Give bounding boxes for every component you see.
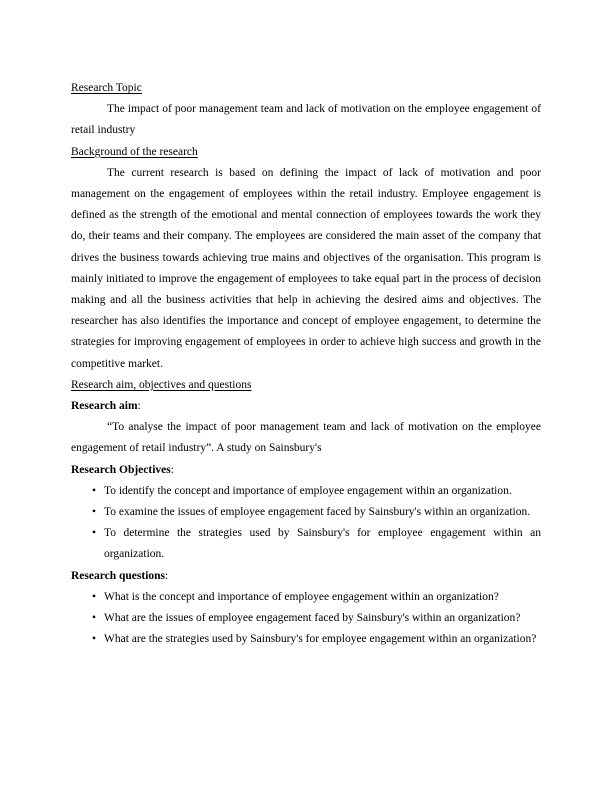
subheading-research-aim [71, 396, 541, 417]
bullet-icon: • [92, 506, 97, 519]
bullet-icon: • [92, 590, 97, 603]
list-item-text: What is the concept and importance of employee engagement within an organization? [104, 590, 499, 603]
list-item-text: To examine the issues of employee engagement faced by Sainsbury's within an organization. [104, 506, 531, 519]
subheading-research-questions [71, 566, 541, 587]
bullet-icon: • [92, 527, 97, 540]
list-item-text: To determine the strategies used by Sainsbury's for employee engagement within an organization. [104, 527, 541, 561]
bullet-icon: • [92, 612, 97, 625]
subheading-research-objectives [71, 460, 541, 481]
list-item [71, 587, 541, 608]
list-item [71, 481, 541, 502]
list-research-questions [71, 587, 541, 651]
list-item [71, 608, 541, 629]
list-item [71, 502, 541, 523]
list-item [71, 629, 541, 650]
document-body [71, 78, 541, 650]
section-heading-research-topic: Research Topic [71, 82, 142, 94]
list-item [71, 523, 541, 565]
paragraph-research-aim: “To analyse the impact of poor management team and lack of motivation on the employee engagement of retail industry”. A study on Sainsbury's [71, 421, 541, 455]
bullet-icon: • [92, 484, 97, 497]
paragraph-research-topic: The impact of poor management team and lack of motivation on the employee engagement of retail industry [71, 103, 541, 137]
subheading-research-objectives-colon: : [170, 463, 174, 476]
subheading-research-objectives-label: Research Objectives [71, 463, 171, 476]
subheading-research-questions-label: Research questions [71, 569, 166, 582]
section-heading-aims-objectives-questions: Research aim, objectives and questions [71, 378, 252, 391]
list-item-text: To identify the concept and importance of employee engagement within an organization. [104, 484, 512, 497]
list-item-text: What are the strategies used by Sainsbury's for employee engagement within an organization? [104, 633, 537, 646]
subheading-research-aim-label: Research aim [71, 400, 138, 413]
subheading-research-questions-colon: : [165, 569, 169, 582]
list-research-objectives [71, 481, 541, 566]
list-item-text: What are the issues of employee engagement faced by Sainsbury's within an organization? [104, 612, 521, 625]
section-heading-background: Background of the research [71, 145, 198, 158]
subheading-research-aim-colon: : [137, 400, 141, 413]
bullet-icon: • [92, 633, 97, 646]
paragraph-background: The current research is based on defining the impact of lack of motivation and poor management on the engagement of employees within the retail industry. Employee engagement is defined as the strength of the emotional and mental connection of employees towards the work they do, their teams and their company. The employees are considered the main asset of the company that drives the business towards achieving true mains and objectives of the organisation. This program is mainly initiated to improve the engagement of employees to take equal part in the process of decision making and all the business activities that help in achieving the desired aims and objectives. The researcher has also identifies the importance and concept of employee engagement, to determine the strategies for improving engagement of employees in order to achieve high success and growth in the competitive market. [71, 166, 541, 370]
